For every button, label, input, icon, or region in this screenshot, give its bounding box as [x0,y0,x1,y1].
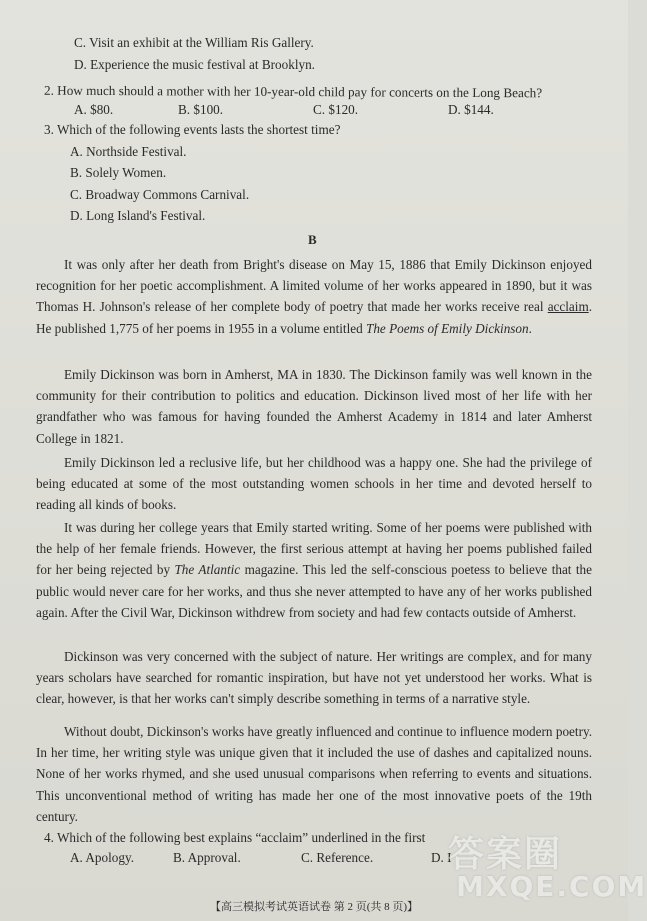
q1-option-d: D. Experience the music festival at Brooklyn. [74,57,315,72]
passage-paragraph-3: Emily Dickinson led a reclusive life, but her childhood was a happy one. She had the privilege of being educated at some of the most outstanding women schools in her time and devoted herself to reading all kinds of books. [36,455,592,513]
passage-paragraph-5: Dickinson was very concerned with the subject of nature. Her writings are complex, and for many years scholars have searched for romantic inspiration, but have not yet understood her works. What is clear, however, is that her works can't simply describe something in terms of a narrative style. [36,649,592,707]
passage-paragraph-6: Without doubt, Dickinson's works have greatly influenced and continue to influence modern poetry. In her time, her writing style was unique given that it included the use of dashes and capitalized nouns. None of her works rhymed, and she used unusual comparisons when referring to events and situations. This unconventional method of writing has made her one of the most innovative poets of the 19th century. [36,724,592,824]
q4-option-b: B. Approval. [173,850,241,865]
q3-option-d: D. Long Island's Festival. [70,208,206,223]
q4-option-c: C. Reference. [301,850,374,865]
passage-paragraph-4: It was during her college years that Emily started writing. Some of her poems were published with the help of her female friends. However, the first serious attempt at having her poems published failed for her being rejected by The Atlantic magazine. This led the self-conscious poetess to believe that the public would never care for her works, and thus she never attempted to have any of her works published again. After the Civil War, Dickinson withdrew from society and had few contacts outside of Amherst. [36,520,592,620]
watermark-cn: 答案圈 [448,834,563,875]
q1-option-c: C. Visit an exhibit at the William Ris Gallery. [74,35,314,50]
underlined-word: acclaim [547,299,589,315]
page-footer: 【高三模拟考试英语试卷 第 2 页(共 8 页)】 [209,901,419,913]
q2-option-c: C. $120. [313,102,359,117]
q4-option-a: A. Apology. [70,850,134,865]
section-heading: B [308,232,317,247]
q3-option-b: B. Solely Women. [70,165,167,180]
watermark-en: MXQE.COM [456,870,647,903]
q3-stem: 3. Which of the following events lasts the shortest time? [44,122,341,137]
q4-stem: 4. Which of the following best explains “acclaim” underlined in the first [44,830,426,845]
watermark-logo [440,826,647,916]
q4-option-d: D. I [431,850,452,865]
q2-options [74,101,494,119]
q2-option-b: B. $100. [178,102,224,117]
q4-options [70,849,452,867]
passage-paragraph-1: It was only after her death from Bright's disease on May 15, 1886 that Emily Dickinson enjoyed recognition for her poetic accomplishment. A limited volume of her works appeared in 1890, but it was Thomas H. Johnson's release of her complete body of poetry that made her works receive real acclaim. He published 1,775 of her poems in 1955 in a volume entitled The Poems of Emily Dickinson. [36,257,592,336]
passage-paragraph-2: Emily Dickinson was born in Amherst, MA in 1830. The Dickinson family was well known in the community for their contribution to politics and education. Dickinson lived most of her life with her grandfather who was famous for having founded the Amherst Academy in 1814 and later Amherst College in 1821. [36,367,592,446]
magazine-name: The Atlantic [174,562,241,578]
book-title: The Poems of Emily Dickinson [366,320,529,336]
q3-option-c: C. Broadway Commons Carnival. [70,187,250,202]
q3-option-a: A. Northside Festival. [70,144,187,159]
q2-option-d: D. $144. [448,102,494,117]
q2-stem: 2. How much should a mother with her 10-year-old child pay for concerts on the Long Beach? [43,82,543,101]
q2-option-a: A. $80. [74,102,114,117]
